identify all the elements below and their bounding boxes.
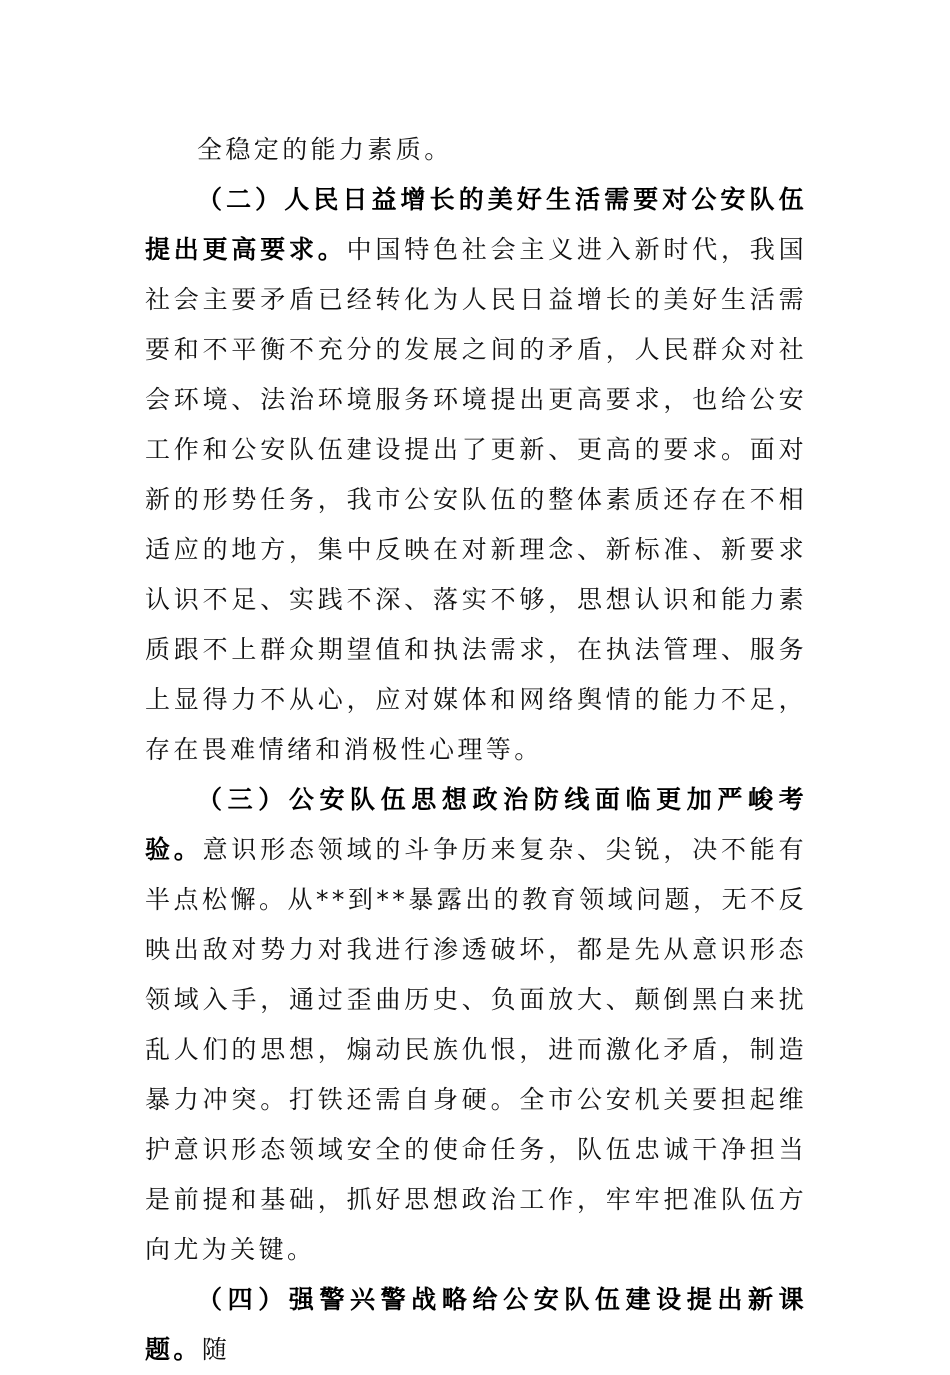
document-page bbox=[145, 125, 807, 1375]
paragraph-continuation bbox=[145, 125, 807, 175]
section-heading: （四）强警兴警战略给公安队伍建设提出新课题。 bbox=[145, 1285, 807, 1364]
paragraph-section-2 bbox=[145, 175, 807, 775]
paragraph-section-4 bbox=[145, 1275, 807, 1375]
section-heading: （二）人民日益增长的美好生活需要对公安队伍提出更高要求。 bbox=[145, 185, 807, 264]
paragraph-text: 全稳定的能力素质。 bbox=[197, 135, 453, 164]
section-heading: （三）公安队伍思想政治防线面临更加严峻考验。 bbox=[145, 785, 807, 864]
paragraph-section-3 bbox=[145, 775, 807, 1275]
paragraph-text: 随 bbox=[201, 1335, 231, 1364]
paragraph-text: 中国特色社会主义进入新时代，我国社会主要矛盾已经转化为人民日益增长的美好生活需要和不平衡不充分的发展之间的矛盾，人民群众对社会环境、法治环境服务环境提出更高要求，也给公安工作和公安队伍建设提出了更新、更高的要求。面对新的形势任务，我市公安队伍的整体素质还存在不相适应的地方，集中反映在对新理念、新标准、新要求认识不足、实践不深、落实不够，思想认识和能力素质跟不上群众期望值和执法需求，在执法管理、服务上显得力不从心，应对媒体和网络舆情的能力不足，存在畏难情绪和消极性心理等。 bbox=[145, 235, 807, 764]
paragraph-text: 意识形态领域的斗争历来复杂、尖锐，决不能有半点松懈。从**到**暴露出的教育领域问题，无不反映出敌对势力对我进行渗透破坏，都是先从意识形态领域入手，通过歪曲历史、负面放大、颠倒黑白来扰乱人们的思想，煽动民族仇恨，进而激化矛盾，制造暴力冲突。打铁还需自身硬。全市公安机关要担起维护意识形态领域安全的使命任务，队伍忠诚干净担当是前提和基础，抓好思想政治工作，牢牢把准队伍方向尤为关键。 bbox=[145, 835, 807, 1264]
